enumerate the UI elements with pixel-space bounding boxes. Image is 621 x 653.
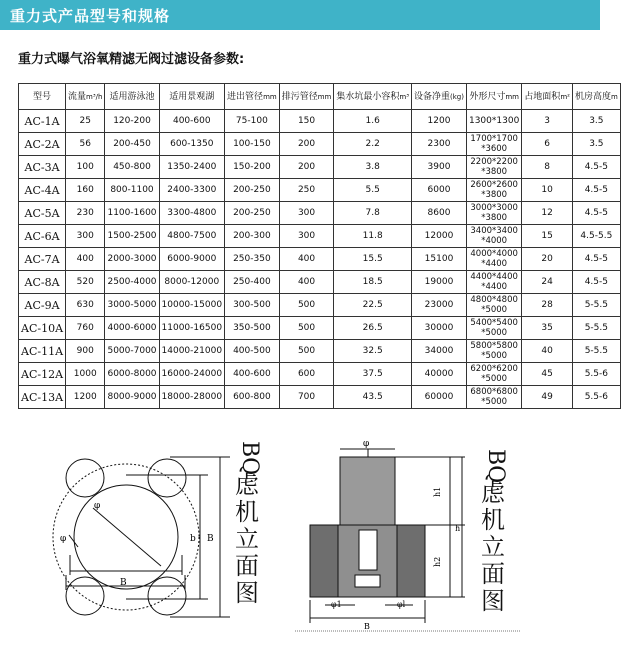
elev-h2-label: h2	[433, 556, 442, 567]
elev-phi-out-label: φl	[397, 600, 406, 609]
table-cell: 2.2	[334, 133, 412, 156]
table-cell: 18000-28000	[159, 386, 225, 409]
table-cell: 2500-4000	[105, 271, 159, 294]
table-cell: 4800*4800 *5000	[466, 294, 521, 317]
table-cell: 5000-7000	[105, 340, 159, 363]
table-cell: 14000-21000	[159, 340, 225, 363]
header-unit: mm	[263, 92, 277, 101]
table-cell: 15	[522, 225, 573, 248]
table-cell: 6000	[412, 179, 467, 202]
table-cell: 1000	[66, 363, 105, 386]
vertical-title-char: 立	[235, 525, 259, 553]
vertical-title-char: 面	[235, 552, 259, 580]
table-row	[19, 133, 621, 156]
table-cell: 450-800	[105, 156, 159, 179]
table-row	[19, 386, 621, 409]
table-cell: 5.5-6	[572, 386, 620, 409]
header-unit: mm	[505, 92, 519, 101]
table-cell: 1700*1700 *3600	[466, 133, 521, 156]
table-cell: 8600	[412, 202, 467, 225]
table-body	[19, 110, 621, 409]
elev-phi-top-label: φ	[363, 439, 370, 449]
table-cell: 3	[522, 110, 573, 133]
table-cell: 760	[66, 317, 105, 340]
table-cell: 8000-9000	[105, 386, 159, 409]
table-cell: 250-350	[225, 248, 280, 271]
table-row	[19, 202, 621, 225]
header-label: 外形尺寸	[469, 91, 506, 102]
header-label: 型号	[33, 91, 52, 102]
table-header-cell	[19, 84, 66, 110]
table-cell: 11000-16500	[159, 317, 225, 340]
vertical-title-char: 立	[481, 533, 505, 561]
table-header-cell	[466, 84, 521, 110]
table-cell: 600-1350	[159, 133, 225, 156]
table-cell: 4.5-5	[572, 179, 620, 202]
table-cell: AC-12A	[19, 363, 66, 386]
table-cell: 1100-1600	[105, 202, 159, 225]
table-cell: AC-4A	[19, 179, 66, 202]
header-label: 集水坑最小容积	[336, 91, 400, 102]
table-row	[19, 363, 621, 386]
table-cell: 11.8	[334, 225, 412, 248]
plan-B-bottom-label: B	[120, 578, 127, 588]
header-unit: m²	[560, 92, 570, 101]
table-header-cell	[105, 84, 159, 110]
table-cell: 35	[522, 317, 573, 340]
elevation-diagram-title	[478, 448, 508, 615]
table-cell: AC-10A	[19, 317, 66, 340]
table-cell: 3.8	[334, 156, 412, 179]
table-cell: 6800*6800 *5000	[466, 386, 521, 409]
table-header-cell	[66, 84, 105, 110]
vertical-title-char: 机	[235, 498, 259, 526]
table-header-cell	[334, 84, 412, 110]
plan-b-label: b	[190, 534, 196, 544]
table-cell: 3.5	[572, 133, 620, 156]
table-cell: 5.5	[334, 179, 412, 202]
table-header-cell	[412, 84, 467, 110]
table-cell: 150-200	[225, 156, 280, 179]
table-cell: 15100	[412, 248, 467, 271]
table-cell: 4800-7500	[159, 225, 225, 248]
table-cell: 250-400	[225, 271, 280, 294]
table-cell: 56	[66, 133, 105, 156]
vertical-title-prefix: BQ	[483, 449, 508, 484]
table-cell: 300-500	[225, 294, 280, 317]
table-cell: 6000-8000	[105, 363, 159, 386]
table-cell: 4400*4400 *4400	[466, 271, 521, 294]
header-bar	[0, 0, 600, 30]
page-title: 重力式产品型号和规格	[10, 7, 171, 25]
table-cell: 40	[522, 340, 573, 363]
elev-phi1-label: φ1	[331, 600, 342, 609]
table-cell: 230	[66, 202, 105, 225]
table-cell: 2000-3000	[105, 248, 159, 271]
table-row	[19, 225, 621, 248]
table-cell: 30000	[412, 317, 467, 340]
table-row	[19, 271, 621, 294]
table-cell: 400-600	[159, 110, 225, 133]
table-cell: 100	[66, 156, 105, 179]
table-cell: AC-2A	[19, 133, 66, 156]
table-header-cell	[522, 84, 573, 110]
header-unit: m³	[399, 92, 409, 101]
vertical-title-char: 图	[235, 579, 259, 607]
table-cell: AC-5A	[19, 202, 66, 225]
table-cell: AC-9A	[19, 294, 66, 317]
table-cell: 150	[279, 110, 334, 133]
table-cell: 49	[522, 386, 573, 409]
table-cell: 200-250	[225, 202, 280, 225]
table-cell: 43.5	[334, 386, 412, 409]
table-cell: 120-200	[105, 110, 159, 133]
header-unit: mm	[317, 92, 332, 101]
table-cell: 400	[279, 271, 334, 294]
table-cell: 4.5-5	[572, 271, 620, 294]
table-cell: 4.5-5	[572, 248, 620, 271]
table-cell: 5.5-6	[572, 363, 620, 386]
table-cell: 8	[522, 156, 573, 179]
table-row	[19, 156, 621, 179]
table-cell: 2600*2600 *3800	[466, 179, 521, 202]
vertical-title-char: 虑	[481, 479, 505, 507]
table-cell: 6	[522, 133, 573, 156]
table-cell: 37.5	[334, 363, 412, 386]
table-cell: 350-500	[225, 317, 280, 340]
table-cell: 160	[66, 179, 105, 202]
table-cell: 900	[66, 340, 105, 363]
table-cell: 800-1100	[105, 179, 159, 202]
table-cell: 4.5-5	[572, 156, 620, 179]
table-cell: 3000*3000 *3800	[466, 202, 521, 225]
table-cell: 10000-15000	[159, 294, 225, 317]
table-cell: 3.5	[572, 110, 620, 133]
table-cell: 26.5	[334, 317, 412, 340]
table-cell: 520	[66, 271, 105, 294]
header-label: 适用游泳池	[109, 91, 155, 102]
table-cell: 500	[279, 317, 334, 340]
header-label: 机房高度	[574, 91, 611, 102]
elev-h-label: h	[455, 524, 461, 533]
vertical-title-char: 机	[481, 506, 505, 534]
header-label: 排污管径	[281, 91, 318, 102]
table-cell: AC-11A	[19, 340, 66, 363]
table-cell: 500	[279, 294, 334, 317]
table-cell: 600-800	[225, 386, 280, 409]
table-cell: 1200	[66, 386, 105, 409]
table-cell: 700	[279, 386, 334, 409]
table-cell: 12000	[412, 225, 467, 248]
table-cell: 10	[522, 179, 573, 202]
plan-diagram-title	[232, 440, 262, 607]
table-cell: 6000-9000	[159, 248, 225, 271]
table-cell: 3400*3400 *4000	[466, 225, 521, 248]
table-cell: 100-150	[225, 133, 280, 156]
table-cell: 2400-3300	[159, 179, 225, 202]
plan-phi-label: φ	[94, 501, 101, 511]
spec-table	[18, 83, 621, 409]
table-cell: 12	[522, 202, 573, 225]
header-unit: m	[610, 92, 618, 101]
table-cell: 200-250	[225, 179, 280, 202]
table-row	[19, 110, 621, 133]
table-cell: 200-450	[105, 133, 159, 156]
table-cell: 20	[522, 248, 573, 271]
table-cell: 630	[66, 294, 105, 317]
table-cell: 23000	[412, 294, 467, 317]
table-cell: 45	[522, 363, 573, 386]
table-cell: 1500-2500	[105, 225, 159, 248]
table-cell: 250	[279, 179, 334, 202]
table-row	[19, 248, 621, 271]
table-cell: 1300*1300	[466, 110, 521, 133]
table-cell: 5-5.5	[572, 294, 620, 317]
plan-phi-small-label: φ	[60, 534, 67, 544]
table-cell: 3300-4800	[159, 202, 225, 225]
table-cell: 5-5.5	[572, 317, 620, 340]
vertical-title-char: 虑	[235, 471, 259, 499]
table-row	[19, 317, 621, 340]
header-unit: m³/h	[86, 92, 103, 101]
table-header-row	[19, 84, 621, 110]
table-cell: 4000-6000	[105, 317, 159, 340]
table-cell: 18.5	[334, 271, 412, 294]
table-cell: 25	[66, 110, 105, 133]
table-cell: 400	[66, 248, 105, 271]
table-cell: 5-5.5	[572, 340, 620, 363]
header-label: 适用景观湖	[169, 91, 215, 102]
table-cell: 1.6	[334, 110, 412, 133]
table-header-cell	[159, 84, 225, 110]
table-cell: 2300	[412, 133, 467, 156]
table-cell: AC-7A	[19, 248, 66, 271]
table-cell: 600	[279, 363, 334, 386]
section-subtitle: 重力式曝气浴氧精滤无阀过滤设备参数:	[18, 52, 245, 67]
table-header-cell	[225, 84, 280, 110]
table-cell: 40000	[412, 363, 467, 386]
table-cell: 75-100	[225, 110, 280, 133]
table-cell: 400-500	[225, 340, 280, 363]
header-label: 流量	[68, 91, 87, 102]
table-row	[19, 294, 621, 317]
table-cell: 5400*5400 *5000	[466, 317, 521, 340]
table-cell: 5800*5800 *5000	[466, 340, 521, 363]
table-cell: 500	[279, 340, 334, 363]
table-cell: 300	[279, 225, 334, 248]
table-cell: 3000-5000	[105, 294, 159, 317]
table-cell: AC-3A	[19, 156, 66, 179]
table-row	[19, 179, 621, 202]
table-cell: AC-8A	[19, 271, 66, 294]
table-cell: 4.5-5	[572, 202, 620, 225]
table-cell: 16000-24000	[159, 363, 225, 386]
table-row	[19, 340, 621, 363]
header-unit: (kg)	[450, 92, 464, 101]
table-cell: 7.8	[334, 202, 412, 225]
vertical-title-char: 面	[481, 560, 505, 588]
header-label: 设备净重	[414, 91, 451, 102]
table-cell: 15.5	[334, 248, 412, 271]
table-cell: 3900	[412, 156, 467, 179]
elev-h1-label: h1	[433, 486, 442, 497]
plan-B-label: B	[207, 534, 214, 544]
table-cell: 4.5-5.5	[572, 225, 620, 248]
table-cell: 6200*6200 *5000	[466, 363, 521, 386]
plan-diagram	[30, 435, 230, 635]
table-cell: 4000*4000 *4400	[466, 248, 521, 271]
table-cell: 200	[279, 156, 334, 179]
table-cell: 200-300	[225, 225, 280, 248]
table-cell: 200	[279, 133, 334, 156]
elev-B-label: B	[364, 622, 370, 631]
table-header-cell	[572, 84, 620, 110]
table-cell: 2200*2200 *3800	[466, 156, 521, 179]
table-cell: 22.5	[334, 294, 412, 317]
table-cell: 28	[522, 294, 573, 317]
table-cell: 8000-12000	[159, 271, 225, 294]
table-cell: 300	[66, 225, 105, 248]
table-cell: 400	[279, 248, 334, 271]
table-cell: 32.5	[334, 340, 412, 363]
table-cell: 34000	[412, 340, 467, 363]
table-cell: 60000	[412, 386, 467, 409]
table-cell: AC-13A	[19, 386, 66, 409]
table-cell: 24	[522, 271, 573, 294]
table-cell: AC-1A	[19, 110, 66, 133]
table-cell: 400-600	[225, 363, 280, 386]
header-label: 占地面积	[524, 91, 561, 102]
table-cell: 19000	[412, 271, 467, 294]
table-cell: 1350-2400	[159, 156, 225, 179]
vertical-title-char: 图	[481, 587, 505, 615]
header-label: 进出管径	[227, 91, 264, 102]
table-cell: AC-6A	[19, 225, 66, 248]
table-cell: 1200	[412, 110, 467, 133]
vertical-title-prefix: BQ	[237, 441, 262, 476]
table-cell: 300	[279, 202, 334, 225]
table-header-cell	[279, 84, 334, 110]
